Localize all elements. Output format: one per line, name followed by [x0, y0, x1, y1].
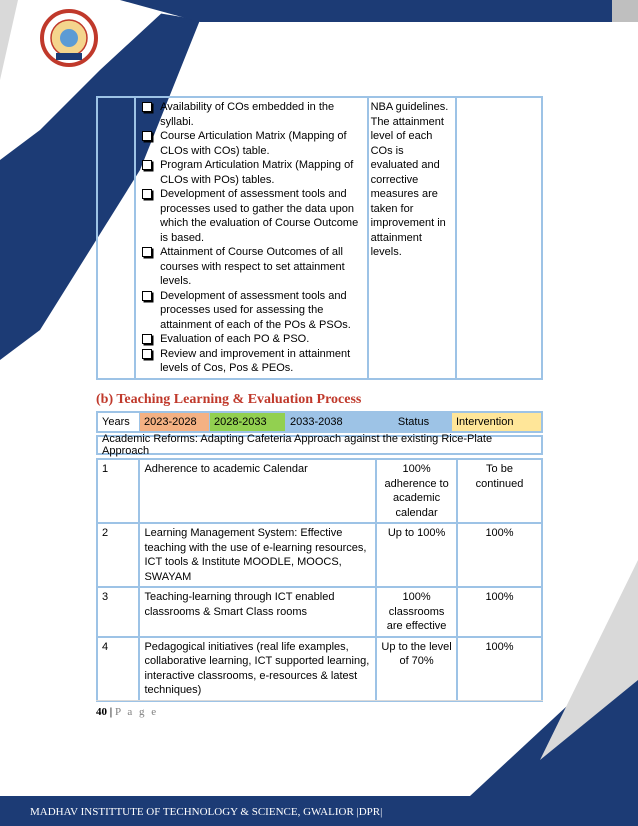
page-separator: |	[107, 706, 115, 718]
page-label: P a g e	[114, 706, 159, 718]
row-number: 3	[97, 587, 139, 637]
list-item-text: Review and improvement in attainment levels of Cos, Pos & PEOs.	[160, 347, 351, 374]
list-item-text: Development of assessment tools and processes used to gather the data upon which the evaluation of Course Outcome is based.	[160, 188, 359, 244]
period-2033-2038: 2033-2038	[286, 413, 376, 431]
empty-cell	[456, 97, 542, 379]
list-item	[140, 289, 363, 333]
checkbox-bullet-icon	[142, 334, 152, 344]
checkbox-bullet-icon	[142, 160, 152, 170]
years-header: Years	[98, 413, 140, 431]
list-item	[140, 158, 363, 187]
list-item	[140, 332, 363, 347]
period-2023-2028: 2023-2028	[140, 413, 210, 431]
row-number: 1	[97, 459, 139, 523]
top-right-blue-band	[120, 0, 612, 22]
row-status: Up to the level of 70%	[376, 637, 457, 701]
list-item-text: Availability of COs embedded in the syllabi.	[160, 101, 335, 128]
process-table	[96, 458, 543, 702]
row-number: 2	[97, 523, 139, 587]
row-description: Pedagogical initiatives (real life examples, collaborative learning, ICT supported learning, interactive classrooms, e-resources & latest techniques)	[139, 637, 376, 701]
institute-logo	[38, 8, 100, 70]
row-intervention: 100%	[457, 587, 542, 637]
list-item	[140, 187, 363, 245]
checkbox-bullet-icon	[142, 102, 152, 112]
table-row	[97, 97, 542, 379]
section-heading: (b) Teaching Learning & Evaluation Process	[96, 392, 362, 407]
row-intervention: To be continued	[457, 459, 542, 523]
list-item-text: Program Articulation Matrix (Mapping of CLOs with POs) tables.	[160, 159, 354, 186]
status-header: Status	[376, 413, 452, 431]
row-intervention: 100%	[457, 637, 542, 701]
row-status: Up to 100%	[376, 523, 457, 587]
row-description: Learning Management System: Effective teaching with the use of e-learning resources, ICT tools & Institute MOODLE, MOOCS, SWAYAM	[139, 523, 376, 587]
row-status: 100% adherence to academic calendar	[376, 459, 457, 523]
outcomes-table	[96, 96, 543, 380]
checkbox-bullet-icon	[142, 349, 152, 359]
footer-divider	[96, 700, 543, 701]
status-cell: NBA guidelines. The attainment level of each COs is evaluated and corrective measures are taken for improvement in attainment levels.	[368, 97, 456, 379]
checkbox-bullet-icon	[142, 291, 152, 301]
table-row	[97, 523, 542, 587]
intervention-header: Intervention	[452, 413, 541, 431]
row-description: Adherence to academic Calendar	[139, 459, 376, 523]
institute-footer-text: MADHAV INSTITTUTE OF TECHNOLOGY & SCIENCE, GWALIOR |DPR|	[30, 806, 383, 818]
period-2028-2033: 2028-2033	[210, 413, 286, 431]
years-header-row	[96, 411, 543, 433]
list-item	[140, 245, 363, 289]
list-item	[140, 347, 363, 376]
row-description: Teaching-learning through ICT enabled classrooms & Smart Class rooms	[139, 587, 376, 637]
list-item-text: Development of assessment tools and processes used for assessing the attainment of each of the POs & PSOs.	[160, 289, 351, 331]
row-number: 4	[97, 637, 139, 701]
page-number: 40	[96, 706, 107, 718]
top-right-grey-strip	[612, 0, 638, 22]
list-item-text: Attainment of Course Outcomes of all courses with respect to set attainment levels.	[160, 246, 345, 287]
row-intervention: 100%	[457, 523, 542, 587]
checkbox-bullet-icon	[142, 131, 152, 141]
table-row	[97, 459, 542, 523]
list-item	[140, 100, 363, 129]
table-row	[97, 587, 542, 637]
list-item-text: Evaluation of each PO & PSO.	[160, 333, 310, 345]
assessment-items-cell	[135, 97, 368, 379]
checkbox-bullet-icon	[142, 247, 152, 257]
checklist	[140, 100, 363, 376]
checkbox-bullet-icon	[142, 189, 152, 199]
page-footer	[96, 706, 158, 718]
row-status: 100% classrooms are effective	[376, 587, 457, 637]
list-item-text: Course Articulation Matrix (Mapping of CLOs with COs) table.	[160, 130, 347, 157]
sub-header: Academic Reforms: Adapting Cafeteria Approach against the existing Rice-Plate Approach	[96, 435, 543, 455]
list-item	[140, 129, 363, 158]
table-row	[97, 637, 542, 701]
empty-cell	[97, 97, 135, 379]
